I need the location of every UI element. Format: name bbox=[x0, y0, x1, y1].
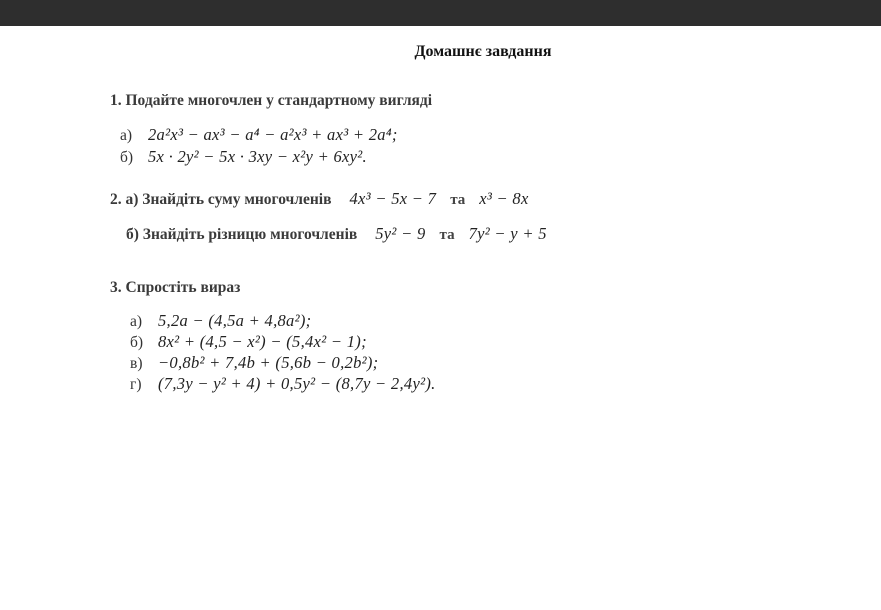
item-label: б) bbox=[130, 334, 144, 351]
task1-heading: 1. Подайте многочлен у стандартному вигляді bbox=[110, 92, 433, 109]
task2-a bbox=[110, 189, 529, 209]
item-label: в) bbox=[130, 355, 143, 372]
task2-b bbox=[126, 224, 547, 244]
task3-expr-a: 5,2a − (4,5a + 4,8a²); bbox=[158, 311, 312, 330]
top-bar bbox=[0, 0, 881, 26]
task1-expr-b: 5x · 2y² − 5x · 3xy − x²y + 6xy². bbox=[148, 147, 367, 166]
task3-expr-c: −0,8b² + 7,4b + (5,6b − 0,2b²); bbox=[158, 353, 379, 372]
task3-heading: 3. Спростіть вираз bbox=[110, 279, 241, 296]
task2-b-expr1: 5y² − 9 bbox=[375, 224, 426, 243]
task2-a-and: та bbox=[450, 192, 466, 208]
task2-b-text: б) Знайдіть різницю многочленів bbox=[126, 226, 358, 243]
document-page bbox=[0, 26, 881, 610]
task1-item-a bbox=[120, 125, 398, 145]
task3-item-a bbox=[130, 311, 311, 331]
task3-item-c bbox=[130, 353, 378, 373]
page-title: Домашнє завдання bbox=[414, 43, 552, 60]
task1-item-b bbox=[120, 147, 367, 167]
task2-a-expr1: 4x³ − 5x − 7 bbox=[349, 189, 437, 208]
task1-expr-a: 2a²x³ − ax³ − a⁴ − a²x³ + ax³ + 2a⁴; bbox=[148, 125, 398, 144]
item-label: б) bbox=[120, 149, 134, 166]
task2-a-expr2: x³ − 8x bbox=[479, 189, 529, 208]
task3-expr-b: 8x² + (4,5 − x²) − (5,4x² − 1); bbox=[158, 332, 367, 351]
item-label: а) bbox=[120, 127, 133, 144]
task2-a-text: 2. а) Знайдіть суму многочленів bbox=[110, 191, 332, 208]
task3-expr-d: (7,3y − y² + 4) + 0,5y² − (8,7y − 2,4y²). bbox=[158, 374, 436, 393]
task3-item-d bbox=[130, 374, 436, 394]
task2-b-expr2: 7y² − y + 5 bbox=[468, 224, 547, 243]
task2-b-and: та bbox=[439, 227, 455, 243]
task3-item-b bbox=[130, 332, 367, 352]
item-label: г) bbox=[130, 376, 142, 393]
item-label: а) bbox=[130, 313, 143, 330]
